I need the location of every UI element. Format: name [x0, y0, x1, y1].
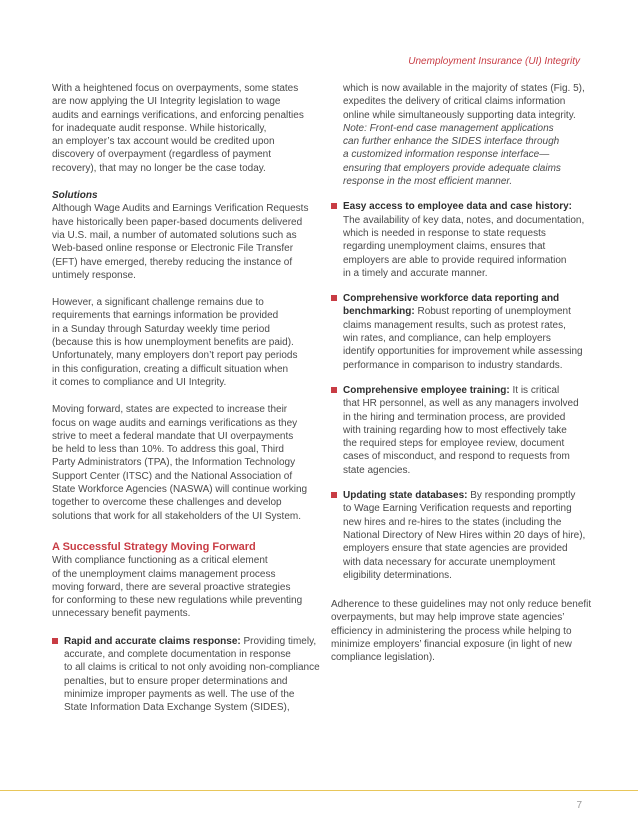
- text-line: a customized information response interface—: [343, 149, 550, 161]
- text-line: State Information Data Exchange System (SIDES),: [64, 702, 290, 714]
- right-column: [331, 82, 591, 679]
- text-line: an employer’s tax account would be credited upon: [52, 136, 275, 148]
- text-line: claims management results, such as protest rates,: [343, 319, 566, 331]
- text-line: regarding unemployment claims, ensures that: [343, 241, 546, 253]
- text-line: minimize improper payments as well. The use of the: [64, 688, 295, 700]
- text-line: compliance legislation).: [331, 652, 435, 664]
- text-line: identify opportunities for improvement while assessing: [343, 346, 583, 358]
- bullet-lines: [343, 502, 591, 582]
- text-line: requirements that earnings information be provided: [52, 310, 279, 322]
- text-line: state agencies.: [343, 464, 411, 476]
- text-line: unnecessary benefit payments.: [52, 608, 191, 620]
- text-line: can further enhance the SIDES interface through: [343, 136, 560, 148]
- text-line: for inadequate audit response. While historically,: [52, 122, 267, 134]
- text-line: moving forward, there are several proactive strategies: [52, 581, 291, 593]
- continuation-text: [343, 82, 591, 122]
- text-line: together to overcome these challenges and develop: [52, 497, 282, 509]
- text-line: accurate, and complete documentation in response: [64, 648, 291, 660]
- text-line: solutions that work for all stakeholders of the UI System.: [52, 510, 301, 522]
- text-line: recovery), that may no longer be the case today.: [52, 162, 266, 174]
- text-line: eligibility determinations.: [343, 569, 452, 581]
- solutions-heading: Solutions: [52, 190, 98, 202]
- bullet-employee-data-access: [331, 200, 591, 280]
- text-line: response in the most efficient manner.: [343, 176, 513, 188]
- text-line: of the unemployment claims management process: [52, 568, 276, 580]
- solutions-section: [52, 189, 314, 282]
- strategy-section: [52, 541, 314, 621]
- text-line: online while simultaneously supporting data integrity.: [343, 109, 576, 121]
- text-line: new hires and re-hires to the states (including the: [343, 516, 562, 528]
- bullet-lines: [343, 397, 591, 477]
- text-line: Support Center (ITSC) and the National Association of: [52, 470, 293, 482]
- bullet-lines: [343, 214, 591, 280]
- text-line: The availability of key data, notes, and documentation,: [343, 214, 585, 226]
- text-line: overpayments, but may help improve state agencies’: [331, 612, 565, 624]
- text-line: focus on wage audits and earnings verifications as they: [52, 417, 298, 429]
- text-line: Moving forward, states are expected to increase their: [52, 404, 288, 416]
- bullet-text: Robust reporting of unemployment: [414, 306, 571, 318]
- text-line: expedites the delivery of critical claims information: [343, 96, 566, 108]
- intro-paragraph: [52, 82, 314, 175]
- text-line: minimize employers’ financial exposure (in light of new: [331, 638, 572, 650]
- bullet-title: Comprehensive employee training:: [343, 384, 510, 396]
- text-line: discovery of overpayment (regardless of payment: [52, 149, 271, 161]
- closing-paragraph: [331, 598, 591, 664]
- bullet-title-cont: benchmarking:: [343, 306, 415, 318]
- text-line: cases of misconduct, and respond to requests from: [343, 451, 570, 463]
- text-line: with data necessary for accurate unemployment: [343, 556, 556, 568]
- text-line: With a heightened focus on overpayments, some states: [52, 83, 299, 94]
- text-line: be held to less than 10%. To address this goal, Third: [52, 444, 284, 456]
- text-line: State Workforce Agencies (NASWA) will continue working: [52, 484, 308, 496]
- text-line: performance in comparison to industry standards.: [343, 359, 563, 371]
- text-line: that HR personnel, as well as any managers involved: [343, 398, 579, 410]
- text-line: employers ensure that state agencies are provided: [343, 543, 568, 555]
- bullet-rapid-claims-response: [52, 635, 320, 715]
- text-line: to Wage Earning Verification requests and reporting: [343, 503, 572, 515]
- bullet-text: Providing timely,: [240, 635, 317, 647]
- bullet-lines: [64, 648, 320, 714]
- solutions-text: [52, 202, 314, 282]
- text-line: efficiency in administering the process while helping to: [331, 625, 572, 637]
- text-line: penalties, but to ensure proper determinations and: [64, 675, 288, 687]
- running-header: Unemployment Insurance (UI) Integrity: [408, 56, 580, 67]
- text-line: which is now available in the majority of states (Fig. 5),: [343, 83, 585, 94]
- text-line: employers are able to provide required information: [343, 254, 567, 266]
- bullet-lines: [343, 319, 591, 372]
- text-line: Party Administrators (TPA), the Information Technology: [52, 457, 296, 469]
- challenge-paragraph: [52, 296, 314, 389]
- bullet-title: Updating state databases:: [343, 490, 468, 502]
- text-line: (EFT) have emerged, thereby reducing the instance of: [52, 256, 293, 268]
- bullet-square-icon: [331, 387, 337, 393]
- strategy-text: [52, 554, 314, 620]
- text-line: Adherence to these guidelines may not only reduce benefit: [331, 599, 592, 611]
- text-line: via U.S. mail, a number of automated solutions such as: [52, 229, 297, 241]
- text-line: ensuring that employers provide adequate claims: [343, 162, 561, 174]
- text-line: have historically been paper-based documents delivered: [52, 216, 303, 228]
- bullet-square-icon: [331, 492, 337, 498]
- bullet-title: Comprehensive workforce data reporting and: [343, 293, 560, 305]
- text-line: in this configuration, creating a difficult situation when: [52, 363, 289, 375]
- bullet-text: By responding promptly: [467, 490, 576, 502]
- text-line: However, a significant challenge remains due to: [52, 297, 264, 309]
- bullet-square-icon: [52, 638, 58, 644]
- text-line: untimely response.: [52, 269, 136, 281]
- bullet-updating-databases: [331, 489, 591, 582]
- bullet-title: Rapid and accurate claims response:: [64, 635, 241, 647]
- page-number: 7: [576, 800, 582, 811]
- text-line: which is needed in response to state requests: [343, 227, 546, 239]
- text-line: win rates, and compliance, can help employers: [343, 333, 551, 345]
- sides-continuation: [343, 82, 591, 188]
- text-line: With compliance functioning as a critical element: [52, 555, 268, 567]
- text-line: Note: Front-end case management applications: [343, 122, 554, 134]
- text-line: in the hiring and termination process, are provided: [343, 411, 566, 423]
- text-line: Although Wage Audits and Earnings Verification Requests: [52, 203, 309, 215]
- text-line: it comes to compliance and UI Integrity.: [52, 376, 227, 388]
- note-text: [343, 122, 591, 188]
- text-line: to all claims is critical to not only avoiding non-compliance: [64, 662, 320, 674]
- bullet-text: It is critical: [509, 384, 560, 396]
- bullet-employee-training: [331, 384, 591, 477]
- text-line: (because this is how unemployment benefits are paid).: [52, 337, 294, 349]
- bullet-title: Easy access to employee data and case history:: [343, 201, 572, 213]
- text-line: in a timely and accurate manner.: [343, 267, 488, 279]
- bullet-square-icon: [331, 295, 337, 301]
- moving-forward-paragraph: [52, 403, 314, 523]
- text-line: Web-based online response or Electronic File Transfer: [52, 243, 294, 255]
- text-line: strive to meet a federal mandate that UI overpayments: [52, 430, 294, 442]
- bullet-square-icon: [331, 203, 337, 209]
- text-line: are now applying the UI Integrity legislation to wage: [52, 96, 281, 108]
- bullet-workforce-reporting: [331, 292, 591, 372]
- footer-rule: [0, 790, 638, 791]
- text-line: National Directory of New Hires within 20 days of hire),: [343, 529, 586, 541]
- left-column: [52, 82, 320, 726]
- strategy-heading: A Successful Strategy Moving Forward: [52, 540, 256, 553]
- text-line: in a Sunday through Saturday weekly time period: [52, 323, 270, 335]
- text-line: with training regarding how to most effectively take: [343, 424, 567, 436]
- text-line: the required steps for employee review, document: [343, 438, 565, 450]
- text-line: for conforming to these new regulations while preventing: [52, 595, 303, 607]
- text-line: audits and earnings verifications, and enforcing penalties: [52, 109, 304, 121]
- text-line: Unfortunately, many employers don’t report pay periods: [52, 350, 298, 362]
